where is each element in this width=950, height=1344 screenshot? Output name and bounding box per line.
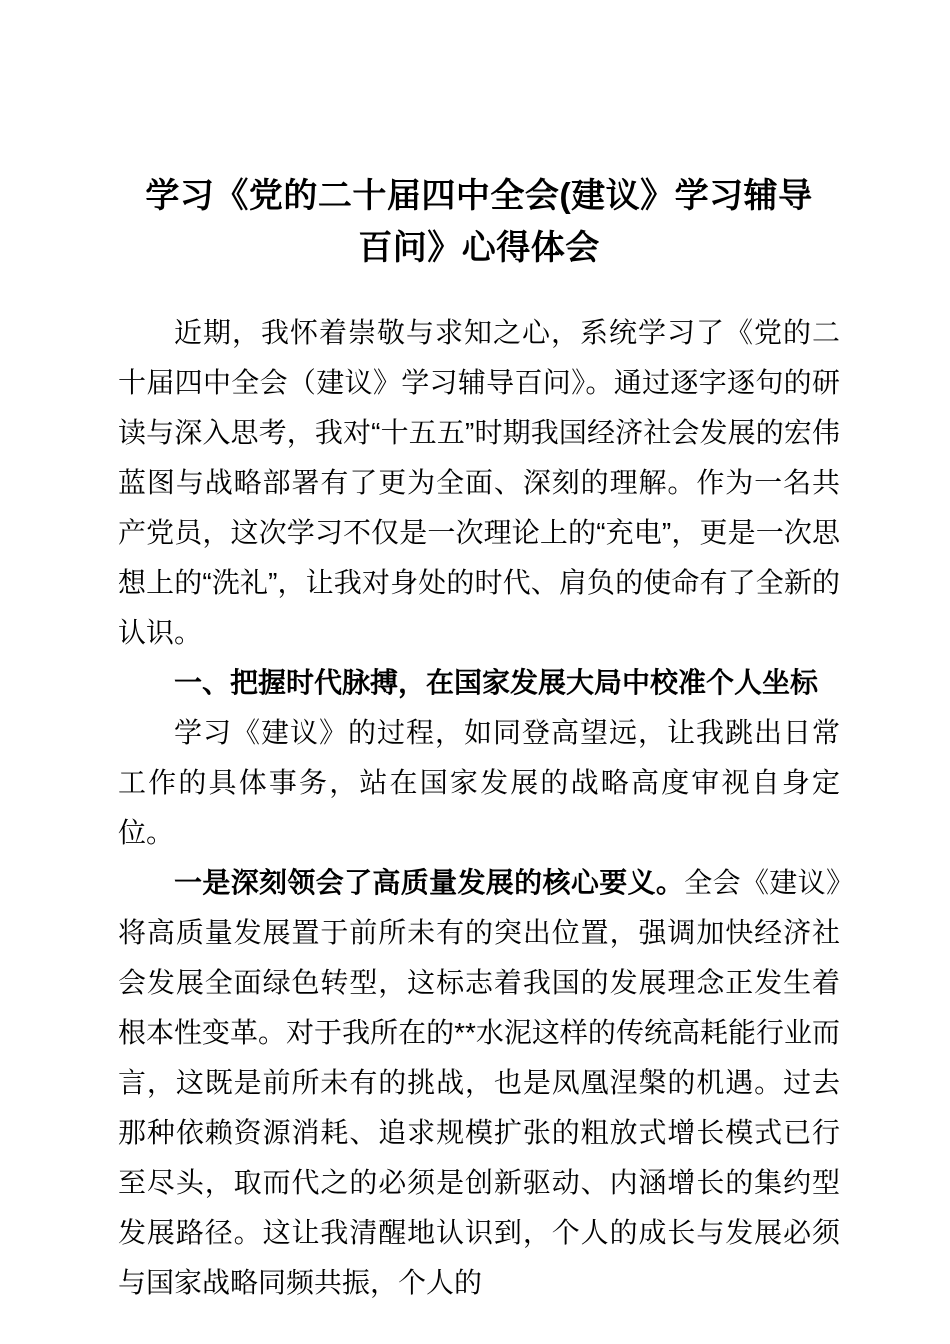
paragraph-overview: 学习《建议》的过程，如同登高望远，让我跳出日常工作的具体事务，站在国家发展的战略高度审视自身定位。 <box>118 717 840 848</box>
section-heading-1: 一、把握时代脉搏，在国家发展大局中校准个人坐标 <box>174 667 819 698</box>
paragraph-point-one <box>118 858 840 1308</box>
document-title <box>118 170 840 274</box>
paragraph-intro: 近期，我怀着崇敬与求知之心，系统学习了《党的二十届四中全会（建议》学习辅导百问》。通过逐字逐句的研读与深入思考，我对“十五五”时期我国经济社会发展的宏伟蓝图与战略部署有了更为全面、深刻的理解。作为一名共产党员，这次学习不仅是一次理论上的“充电”，更是一次思想上的“洗礼”，让我对身处的时代、肩负的使命有了全新的认识。 <box>118 317 840 648</box>
paragraph-point-one-lead: 一是深刻领会了高质量发展的核心要义。 <box>174 867 685 898</box>
document-title-line-1: 学习《党的二十届四中全会(建议》学习辅导 <box>145 177 813 215</box>
paragraph-point-one-body: 全会《建议》将高质量发展置于前所未有的突出位置，强调加快经济社会发展全面绿色转型，这标志着我国的发展理念正发生着根本性变革。对于我所在的**水泥这样的传统高耗能行业而言，这既是前所未有的挑战，也是凤凰涅槃的机遇。过去那种依赖资源消耗、追求规模扩张的粗放式增长模式已行至尽头，取而代之的必须是创新驱动、内涵增长的集约型发展路径。这让我清醒地认识到，个人的成长与发展必须与国家战略同频共振，个人的 <box>118 867 840 1298</box>
document-title-line-2: 百问》心得体会 <box>358 229 600 267</box>
